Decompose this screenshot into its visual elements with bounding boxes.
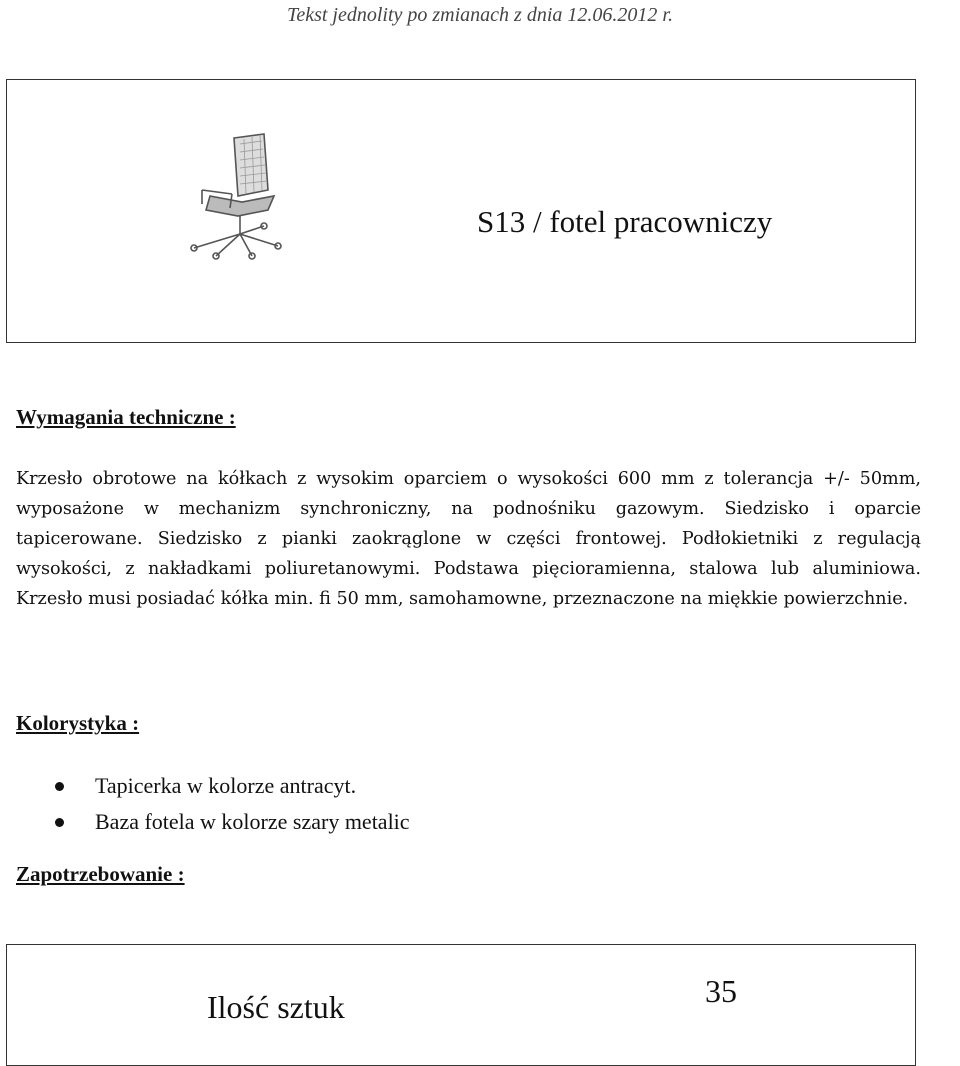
quantity-value: 35 <box>705 973 737 1009</box>
bullet-icon <box>55 782 64 791</box>
list-item: Tapicerka w kolorze antracyt. <box>55 768 410 804</box>
demand-heading: Zapotrzebowanie : <box>16 862 185 886</box>
product-box <box>6 79 916 343</box>
office-chair-image <box>182 130 282 260</box>
description-text: Krzesło obrotowe na kółkach z wysokim oparciem o wysokości 600 mm z tolerancja +/- 50mm, wyposażone w mechanizm synchroniczny, na podnośniku gazowym. Siedzisko i oparcie tapicerowane. Siedzisko z pianki zaokrąglone w części frontowej. Podłokietniki z regulacją wysokości, z nakładkami poliuretanowymi. Podstawa pięcioramienna, stalowa lub aluminiowa. Krzesło musi posiadać kółka min. fi 50 mm, samohamowne, przeznaczone na miękkie powierzchnie. <box>16 469 921 609</box>
document-header: Tekst jednolity po zmianach z dnia 12.06.2012 r. <box>287 4 673 26</box>
list-item: Baza fotela w kolorze szary metalic <box>55 804 410 840</box>
quantity-box <box>6 944 916 1066</box>
requirements-description <box>16 464 921 614</box>
colors-list <box>55 768 410 840</box>
bullet-icon <box>55 818 64 827</box>
product-title: S13 / fotel pracowniczy <box>477 204 773 239</box>
quantity-label: Ilość sztuk <box>207 989 345 1025</box>
colors-heading: Kolorystyka : <box>16 711 140 735</box>
requirements-heading: Wymagania techniczne : <box>16 405 236 429</box>
